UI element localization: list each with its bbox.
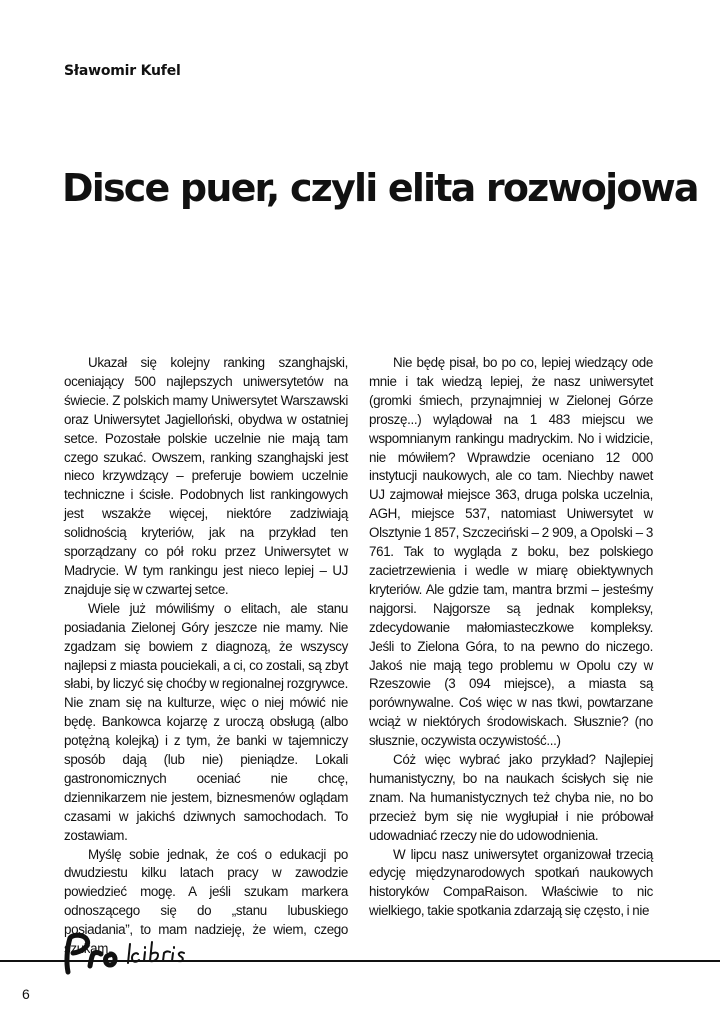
article-title: Disce puer, czyli elita rozwojowa xyxy=(62,166,698,211)
paragraph: Wiele już mówiliśmy o elitach, ale stanu posiadania Zielonej Góry jeszcze nie mamy. Nie zgadzam się bowiem z diagnozą, że wszyscy najlepsi z miasta pouciekali, a ci, co zostali, są zbyt słabi, by liczyć się choćby w regionalnej rozgrywce. Nie znam się na kulturze, więc o niej mówić nie będę. Bankowca kojarzę z uroczą obsługą (albo potężną kolejką) i z tym, że banki w tajemniczy sposób dają (lub nie) pieniądze. Lokali gastronomicznych oceniać nie chcę, dziennikarzem nie jestem, biznesmenów oglądam czasami w jakichś dziwnych samochodach. To zostawiam. xyxy=(64,600,348,843)
paragraph: Nie będę pisał, bo po co, lepiej wiedzący ode mnie i tak wiedzą lepiej, że nasz uniwersytet (gromki śmiech, przynajmniej w Zielonej Górze proszę...) wylądował na 1 483 miejscu we wspomnianym rankingu madryckim. No i widzicie, nie mówiłem? Wprawdzie oceniano 12 000 instytucji naukowych, ale co tam. Niechby nawet UJ zajmował miejsce 363, druga polska uczelnia, AGH, miejsce 537, natomiast Uniwersytet w Olsztynie 1 857, Szczeciński – 2 909, a Opolski – 3 761. Tak to wygląda z boku, bez polskiego zacietrzewienia i wedle w miarę obiektywnych kryteriów. Ale gdzie tam, mantra brzmi – jesteśmy najgorsi. Najgorsze są jednak kompleksy, zdecydowanie małomiasteczkowe kompleksy. Jeśli to Zielona Góra, to na pewno do niczego. Jakoś nie mają tego problemu w Opolu czy w Rzeszowie (3 094 miejsce), a miasta są porównywalne. Coś więc w nas tkwi, powtarzane wciąż w niektórych środowiskach. Słusznie? (no słusznie, oczywista oczywistość...) xyxy=(369,355,653,749)
footer-rule xyxy=(0,960,720,962)
paragraph: Ukazał się kolejny ranking szanghajski, oceniający 500 najlepszych uniwersytetów na świecie. Z polskich mamy Uniwersytet Warszawski oraz Uniwersytet Jagielloński, obydwa w ostatniej setce. Pozostałe polskie uczelnie nie mają tam czego szukać. Owszem, ranking szanghajski jest nieco krzywdzący – preferuje bowiem uczelnie techniczne i ścisłe. Podobnych list rankingowych jest wszakże więcej, niektóre zadziwiają solidnością kryteriów, jak na przykład ten sporządzany co pół roku przez Uniwersytet w Madrycie. W tym rankingu jest nieco lepiej – UJ znajduje się w czwartej setce. xyxy=(64,355,348,597)
left-text-column xyxy=(64,354,348,959)
paragraph: Cóż więc wybrać jako przykład? Najlepiej humanistyczny, bo na naukach ścisłych się nie znam. Na humanistycznych też chyba nie, no bo przecież bym się nie wygłupiał i nie próbował udowadniać rzeczy nie do udowodnienia. xyxy=(369,752,653,843)
author-name: Sławomir Kufel xyxy=(64,63,181,79)
paragraph: Myślę sobie jednak, że coś o edukacji po dwudziestu kilku latach pracy w zawodzie powiedzieć mogę. A jeśli szukam markera odnoszącego się do „stanu lubuskiego posiadania”, to mam nadzieję, że wiem, czego szukam. xyxy=(64,846,348,957)
page-number: 6 xyxy=(22,986,30,1002)
pro-libris-logo-icon xyxy=(60,932,200,978)
pro-libris-logo xyxy=(60,932,200,978)
right-text-column xyxy=(369,354,653,921)
paragraph: W lipcu nasz uniwersytet organizował trzecią edycję międzynarodowych spotkań naukowych historyków CompaRaison. Właściwie to nic wielkiego, takie spotkania zdarzają się często, i nie xyxy=(369,846,653,919)
